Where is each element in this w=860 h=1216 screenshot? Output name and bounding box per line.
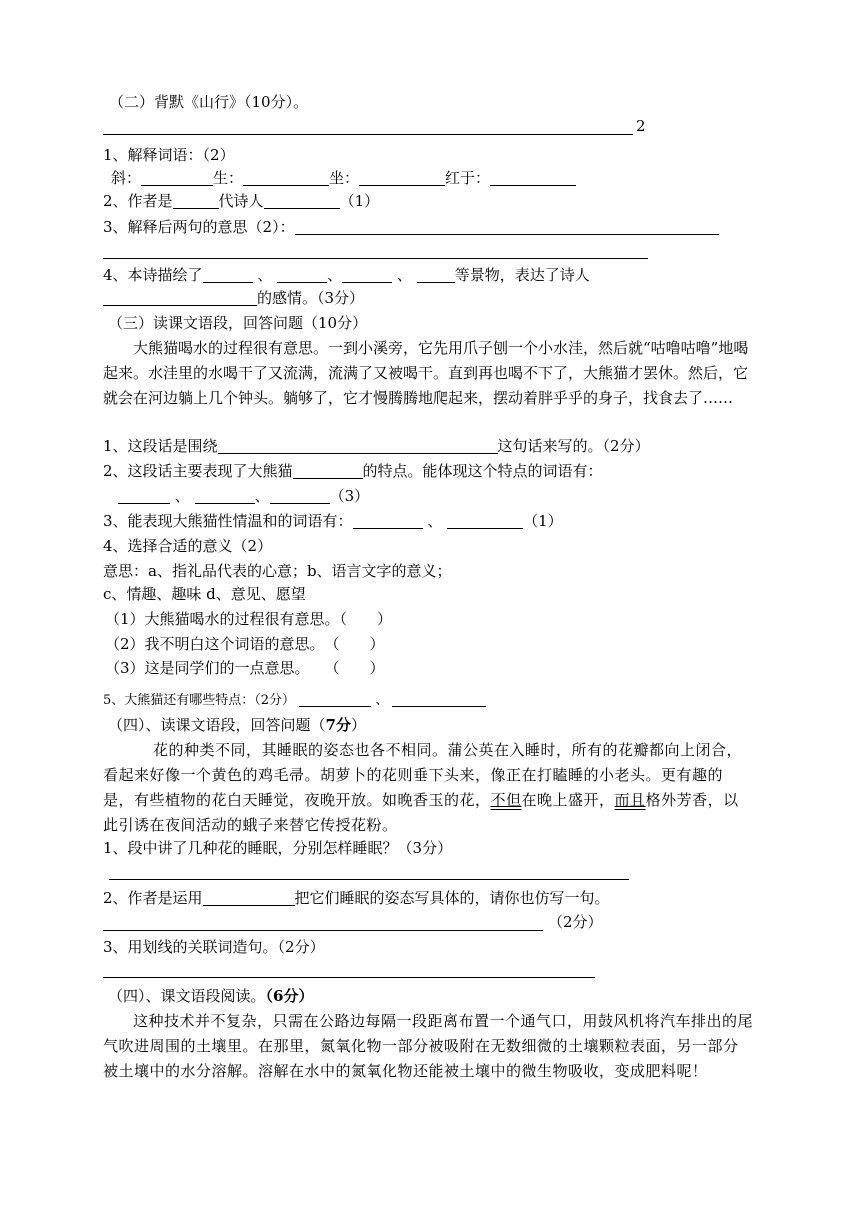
answer-line	[109, 879, 629, 880]
section-title: （四）、课文语段阅读。（6分）	[108, 987, 314, 1005]
section-title: （四）、读课文语段，回答问题（7分）	[108, 716, 366, 734]
score: （2分）	[548, 913, 603, 931]
option: （3）这是同学们的一点意思。 （ ）	[105, 659, 385, 677]
passage: 这种技术并不复杂，只需在公路边每隔一段距离布置一个通气口，用鼓风机将汽车排出的尾气吹进周围的土壤里。在那里，氮氧化物一部分被吸附在无数细微的土壤颗粒表面，另一部分被土壤中的水分溶解。溶解在水中的氮氧化物还能被土壤中的微生物吸收，变成肥料呢！	[103, 1012, 754, 1080]
section-title: （二）背默《山行》（10分）。	[109, 93, 309, 111]
question-items: 斜： 生： 坐： 红于：	[111, 168, 576, 188]
question: 2、作者是 代诗人 （1）	[103, 192, 380, 210]
question: 1、这段话是围绕 这句话来写的。（2分）	[103, 437, 650, 455]
question: 、 、 （3）	[118, 486, 369, 506]
question: 5、大熊猫还有哪些特点：（2分） 、	[103, 690, 486, 711]
passage: 花的种类不同，其睡眠的姿态也各不相同。蒲公英在入睡时，所有的花瓣都向上闭合，看起来好像一个黄色的鸡毛帚。胡萝卜的花则垂下头来，像正在打瞌睡的小老头。更有趣的是，有些植物的花白天睡觉，夜晚开放。如晚香玉的花，不但在晚上盛开，而且格外芳香，以此引诱在夜间活动的蛾子来替它传授花粉。	[103, 741, 743, 834]
question: 1、解释词语：（2）	[103, 146, 235, 164]
question: 4、选择合适的意义（2）	[103, 537, 273, 555]
question: 3、解释后两句的意思（2）：	[103, 217, 719, 237]
question: 1、段中讲了几种花的睡眠，分别怎样睡眠？（3分）	[103, 839, 453, 857]
answer-line	[103, 258, 648, 259]
question: 的感情。（3分）	[103, 288, 364, 308]
meaning-list: 意思：a、指礼品代表的心意；b、语言文字的意义；	[103, 562, 452, 580]
conjunction-underlined: 而且	[614, 791, 646, 809]
question: 3、用划线的关联词造句。（2分）	[103, 938, 325, 956]
answer-line	[103, 930, 543, 931]
passage: 大熊猫喝水的过程很有意思。一到小溪旁，它先用爪子刨一个小水洼，然后就“咕噜咕噜”地喝起来。水洼里的水喝干了又流满，流满了又被喝干。直到再也喝不下了，大熊猫才罢休。然后，它就会在河边躺上几个钟头。躺够了，它才慢腾腾地爬起来，摆动着胖乎乎的身子，找食去了……	[103, 339, 749, 407]
page-number: 2	[636, 117, 646, 135]
option: （2）我不明白这个词语的意思。 （ ）	[105, 635, 385, 653]
meaning-list: c、情趣、趣味 d、意见、愿望	[103, 585, 306, 603]
section-title: （三）读课文语段，回答问题（10分）	[108, 314, 368, 332]
answer-line	[103, 977, 595, 978]
option: （1）大熊猫喝水的过程很有意思。（ ）	[105, 610, 393, 628]
question: 3、能表现大熊猫性情温和的词语有： 、 （1）	[103, 512, 563, 530]
conjunction-underlined: 不但	[490, 791, 522, 809]
question: 2、这段话主要表现了大熊猫 的特点。能体现这个特点的词语有：	[103, 462, 603, 480]
answer-line	[103, 134, 633, 135]
question: 2、作者是运用 把它们睡眠的姿态写具体的，请你也仿写一句。	[103, 889, 610, 907]
question: 4、本诗描绘了 、 、 、 等景物，表达了诗人	[103, 266, 590, 284]
